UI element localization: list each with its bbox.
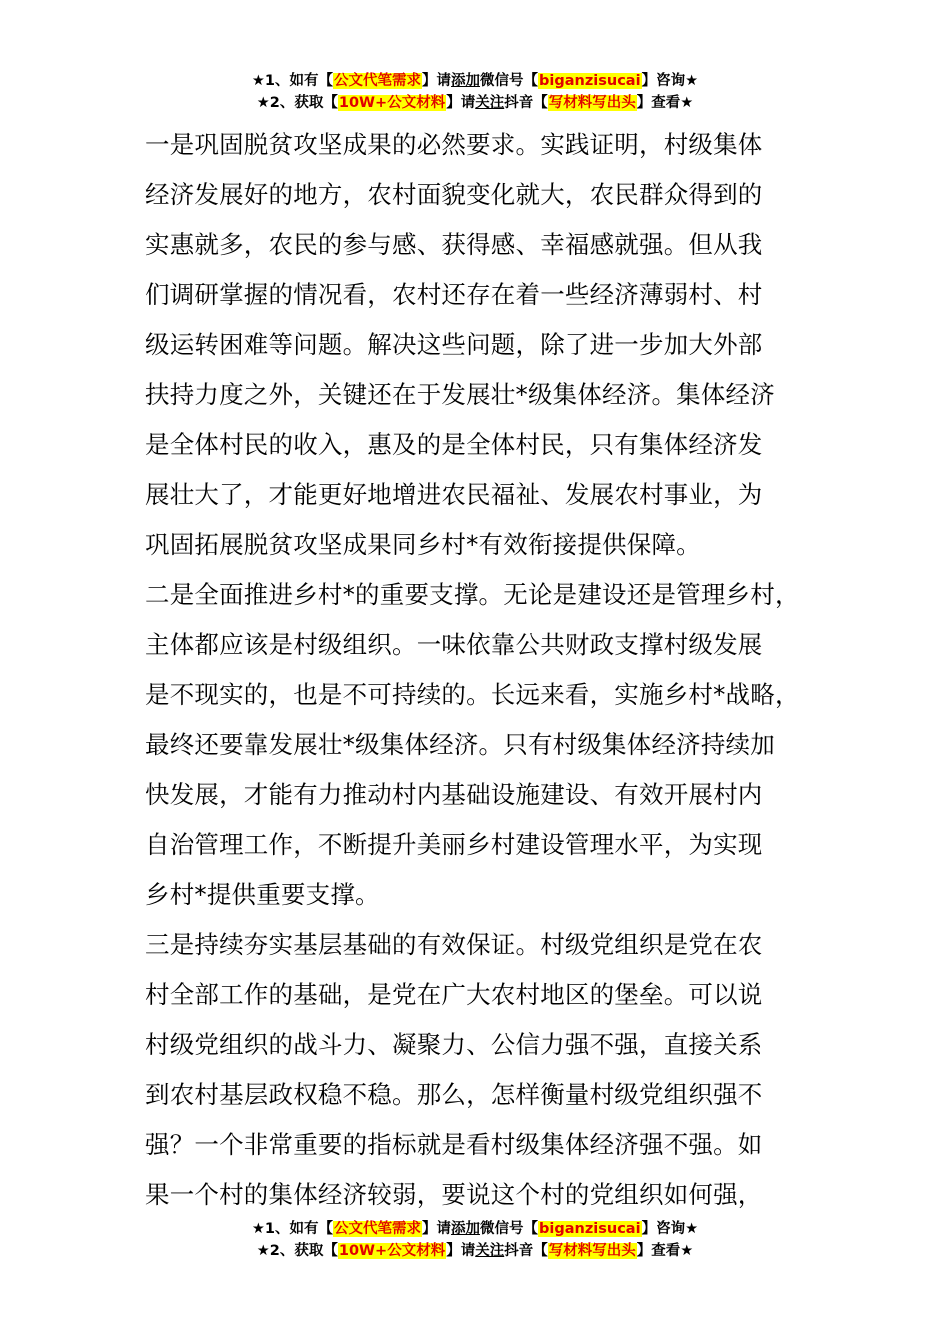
text-line: 强？一个非常重要的指标就是看村级集体经济强不强。如 — [145, 1130, 763, 1159]
banner-text: 抖音【 — [504, 95, 548, 111]
highlight-text: biganzisucai — [539, 1221, 641, 1237]
underlined-text: 添加 — [451, 1221, 481, 1237]
text-line: 三是持续夯实基层基础的有效保证。村级党组织是党在农 — [145, 930, 763, 959]
text-line: 经济发展好的地方，农村面貌变化就大，农民群众得到的 — [145, 180, 763, 209]
banner-text: 微信号【 — [480, 73, 539, 89]
header-banner — [0, 70, 950, 114]
banner-line-1 — [0, 70, 950, 92]
banner-text: 】请 — [446, 1243, 476, 1259]
banner-text: 】咨询★ — [641, 73, 699, 89]
text-line: 村级党组织的战斗力、凝聚力、公信力强不强，直接关系 — [145, 1030, 763, 1059]
text-line: 果一个村的集体经济较弱，要说这个村的党组织如何强， — [145, 1180, 763, 1209]
text-line: 级运转困难等问题。解决这些问题，除了进一步加大外部 — [145, 330, 763, 359]
underlined-text: 关注 — [475, 1243, 505, 1259]
banner-text: 抖音【 — [504, 1243, 548, 1259]
text-line: 自治管理工作，不断提升美丽乡村建设管理水平，为实现 — [145, 830, 763, 859]
text-line: 实惠就多，农民的参与感、获得感、幸福感就强。但从我 — [145, 230, 763, 259]
banner-line-2 — [0, 1240, 950, 1262]
highlight-text: 写材料写出头 — [548, 1243, 636, 1259]
text-line: 巩固拓展脱贫攻坚成果同乡村*有效衔接提供保障。 — [145, 530, 701, 559]
document-body — [145, 120, 837, 1220]
banner-text: 】请 — [422, 1221, 452, 1237]
highlight-text: 公文代笔需求 — [334, 73, 422, 89]
text-line: 一是巩固脱贫攻坚成果的必然要求。实践证明，村级集体 — [145, 130, 763, 159]
banner-text: ★2、获取【 — [256, 1243, 338, 1259]
highlight-text: 10W+公文材料 — [338, 95, 446, 111]
text-line: 乡村*提供重要支撑。 — [145, 880, 380, 909]
text-line: 们调研掌握的情况看，农村还存在着一些经济薄弱村、村 — [145, 280, 763, 309]
text-line: 到农村基层政权稳不稳。那么，怎样衡量村级党组织强不 — [145, 1080, 763, 1109]
footer-banner — [0, 1218, 950, 1262]
banner-text: 微信号【 — [480, 1221, 539, 1237]
banner-text: 】查看★ — [636, 95, 694, 111]
banner-text: ★1、如有【 — [251, 1221, 334, 1237]
banner-text: ★1、如有【 — [251, 73, 334, 89]
highlight-text: biganzisucai — [539, 73, 641, 89]
text-line: 二是全面推进乡村*的重要支撑。无论是建设还是管理乡村， — [145, 580, 800, 609]
banner-text: 】请 — [422, 73, 452, 89]
underlined-text: 关注 — [475, 95, 505, 111]
banner-line-2 — [0, 92, 950, 114]
text-line: 快发展，才能有力推动村内基础设施建设、有效开展村内 — [145, 780, 763, 809]
text-line: 村全部工作的基础，是党在广大农村地区的堡垒。可以说 — [145, 980, 763, 1009]
banner-line-1 — [0, 1218, 950, 1240]
banner-text: 】咨询★ — [641, 1221, 699, 1237]
highlight-text: 公文代笔需求 — [334, 1221, 422, 1237]
highlight-text: 写材料写出头 — [548, 95, 636, 111]
underlined-text: 添加 — [451, 73, 481, 89]
banner-text: 】查看★ — [636, 1243, 694, 1259]
banner-text: ★2、获取【 — [256, 95, 338, 111]
highlight-text: 10W+公文材料 — [338, 1243, 446, 1259]
text-line: 是全体村民的收入，惠及的是全体村民，只有集体经济发 — [145, 430, 763, 459]
banner-text: 】请 — [446, 95, 476, 111]
text-line: 是不现实的，也是不可持续的。长远来看，实施乡村*战略， — [145, 680, 800, 709]
text-line: 主体都应该是村级组织。一味依靠公共财政支撑村级发展 — [145, 630, 763, 659]
text-line: 展壮大了，才能更好地增进农民福祉、发展农村事业，为 — [145, 480, 763, 509]
text-line: 最终还要靠发展壮*级集体经济。只有村级集体经济持续加 — [145, 730, 775, 759]
text-line: 扶持力度之外，关键还在于发展壮*级集体经济。集体经济 — [145, 380, 775, 409]
